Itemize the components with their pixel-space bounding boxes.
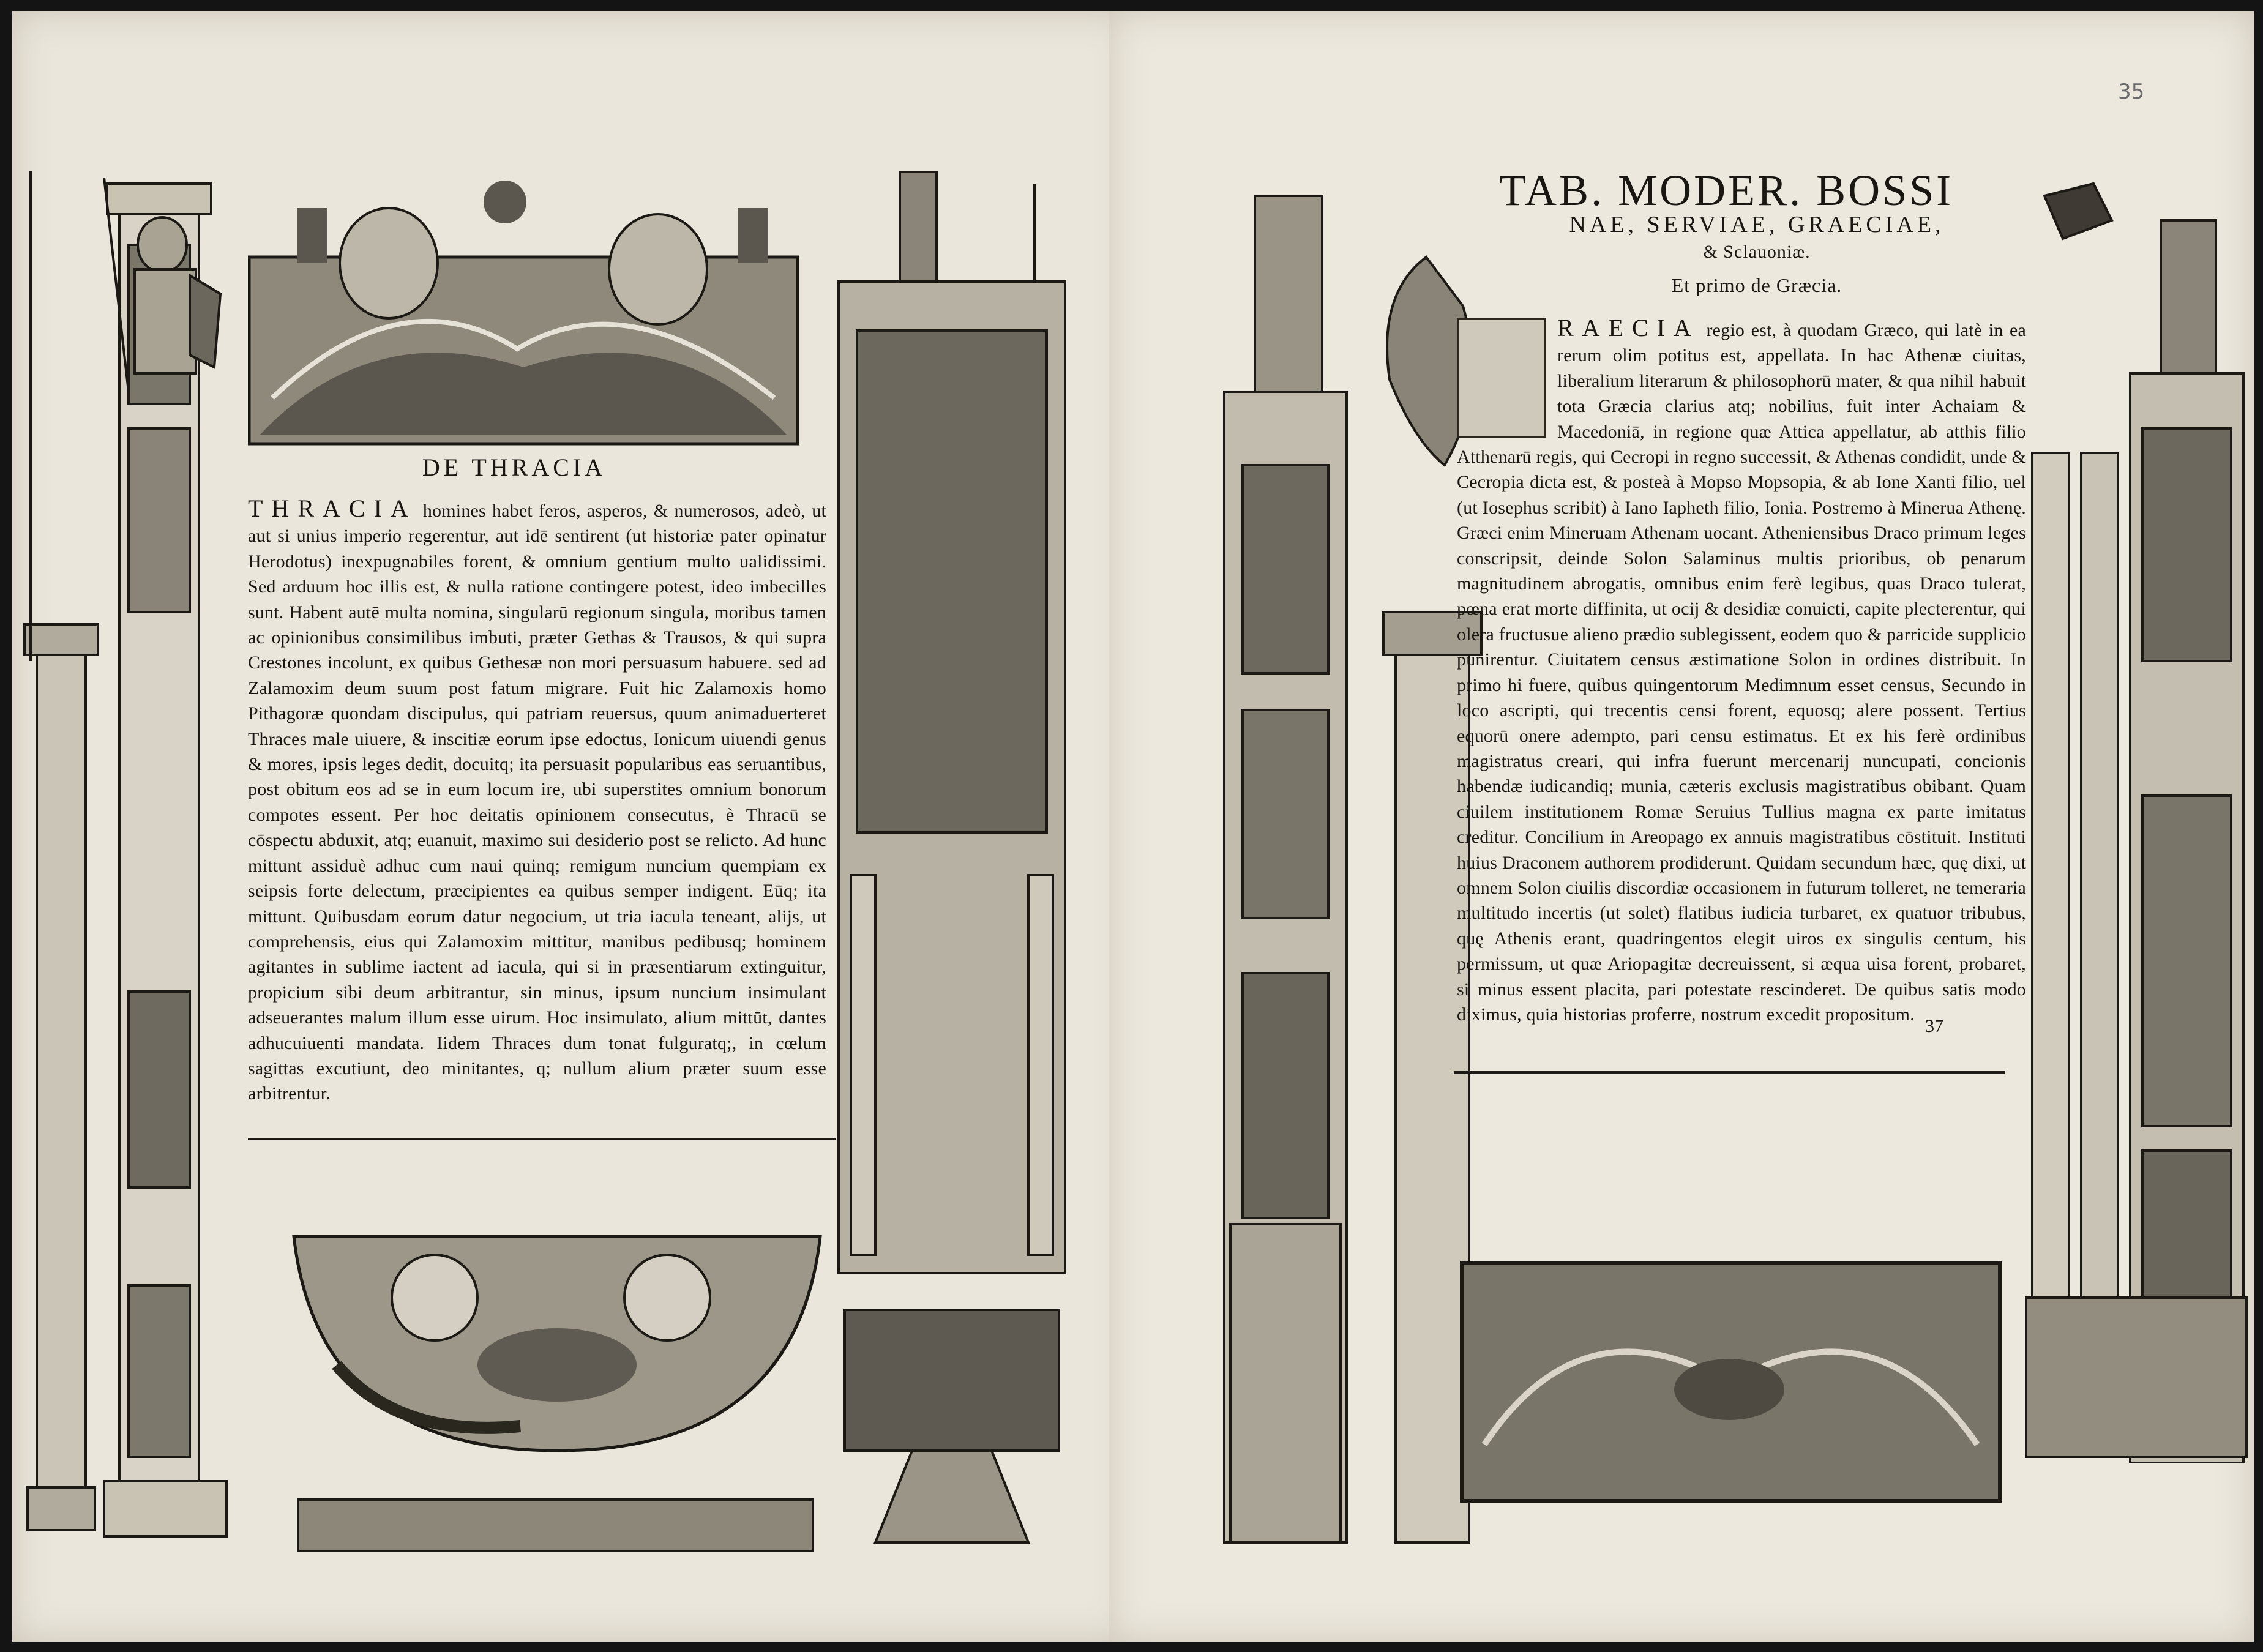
grotesque-panel-woodcut — [1460, 1261, 2002, 1503]
right-page-first-word: RAECIA — [1557, 314, 1700, 342]
tower-woodcut — [832, 171, 1071, 1552]
map-subtitle: NAE, SERVIAE, GRAECIAE, — [1569, 212, 1945, 237]
map-title: TAB. MODER. BOSSI — [1498, 166, 1954, 215]
right-page-text: regio est, à quodam Græco, qui latè in ea rerum olim potitus est, appellata. In hac Athenæ ciuitas, liberalium literarum & philosophorū mater, & qua nihil habuit tota Græcia clarius atq; nobilius, fuit inter Achaiam & Macedoniā, in regione quæ Attica appellatur, ab atthis filio Atthenarū regis, qui Cecropi in regno successit, & Athenas condidit, unde & Cecropia dicta est, & posteà à Mopso Mopsopia, & ab Ione Xanti filio, uel (ut Iosephus scribit) à Iano Iapheth filio, Ionia. Postremo à Minerua Athenę. Græci enim Mineruam Athenam uocant. Atheniensibus Draco primum leges conscripsit, deinde Solon Salaminus multis prioribus, ob penarum magnitudinem abrogatis, omnibus enim ferè legibus, quas Draco tulerat, pœna erat morte diffinita, ut ocij & desidiæ conuicti, capite plecterentur, qui olera fructusue alieno prædio sublegissent, eodem quo & parricide supplicio punirentur. Ciuitatem census æstimatione Solon in ordines distribuit. In primo hi fuere, quibus quingentorum Medimnum esset census, Secundo in loco ascripti, qui trecentis censi forent, equosq; alere possent. Tertius equorū onere adempto, pari censu estimatus. Et ex his ferè ordinibus magistratus creari, qui infra fuerunt mercenarij nuncupati, concionis habendæ iudicandiq; munia, cæteris exclusis magistratibus obibant. Quam ciuilem institutionem Romæ Seruius Tullius magna ex parte imitatus creditur. Concilium in Areopago ex annuis magistratibus cōstituit. Instituti huius Draconem authorem prodiderunt. Quidam secundum hæc, quę dixi, ut omnem Solon ciuilis discordiæ occasionem in futurum tolleret, ne temeraria multitudo incertis (ut solet) flatibus iudicia turbaret, ex quatuor tribubus, quę Athenis erant, quadringentos elegit uiros ex singulis centum, his permissum, ut quæ Ariopagitæ decreuissent, si æqua uisa forent, probaret, si minus essent placita, pari potestate rescinderet. De quibus satis modo diximus, quia historias proferre, nostrum excedit propositum. — [1457, 320, 2026, 1025]
page-number: 37 — [1925, 1016, 1943, 1036]
right-sheet-right-columns — [2020, 171, 2250, 1463]
left-page-first-word: THRACIA — [248, 495, 417, 522]
top-ornament-woodcut — [248, 165, 799, 447]
right-subheading: Et primo de Græcia. — [1671, 274, 1842, 296]
pencil-folio-note: 35 — [2118, 80, 2145, 104]
right-page-body — [1457, 315, 2026, 1041]
cherub-bowl-woodcut — [288, 1230, 826, 1457]
decorated-initial-g — [1457, 318, 1546, 438]
map-subtitle-2: & Sclauoniæ. — [1703, 242, 1811, 262]
left-page-text: homines habet feros, asperos, & numerosos, adeò, ut aut si unius imperio regerentur, aut idē sentirent (ut historiæ pater opinatur Herodotus) inexpugnabiles forent, & omnium gentium multo ualidissimi. Sed arduum hoc illis est, & nulla ratione contingere potest, ideo imbecilles sunt. Habent autē multa nomina, singularū regionum singula, moribus tamen ac opinionibus consimilibus imbuti, præter Gethas & Trausos, & qui supra Crestones incolunt, ex quibus Gethesæ non mori persuasum habuere. sed ad Zalamoxim deum suum post fatum migrare. Fuit hic Zalamoxis homo Pithagoræ quondam discipulus, qui patriam reuersus, quum animaduerteret Thraces male uiuere, & inscitiæ eorum ipse edoctus, Ionicum uiuendi genus & mores, ipsis leges dedit, docuitq; ita persuasit popularibus eas seruantibus, post obitum eos ad se in eum locum ire, ubi superstites omnium bonorum compotes essent. Per hoc deitatis opinionem consecutus, è Thracū se cōspectu abduxit, atq; euanuit, maximo sui desiderio post se relicto. Ad hunc mittunt assiduè adhuc cum naui quinq; remigum nuncium quempiam ex seipsis forte delectum, præcipientes ea quibus semper indigent. Eūq; ita mittunt. Quibusdam eorum datur negocium, ut tria iacula teneant, alijs, ut comprehensis, eius qui Zalamoxim mittitur, manibus pedibusq; hominem agitantes in sublime iactent ad iacula, qui si in præsentiarum extinguitur, propicium sibi deum arbitrantur, sin minus, ipsum nuncium insimulant adseuerantes malum illum esse uirum. Hoc insimulato, alium mittūt, dantes adhucuiuenti mandata. Iidem Thraces dum tonat fulguratq;, in cœlum sagittas excutiunt, deo minitantes, q; nullum alium præter suum esse arbitrentur. — [248, 501, 826, 1104]
left-page-heading: DE THRACIA — [422, 454, 607, 481]
left-bottom-frieze — [297, 1498, 814, 1552]
right-page-divider — [1454, 1071, 2005, 1074]
left-page-divider — [248, 1138, 836, 1140]
left-page-body — [248, 496, 826, 1108]
soldier-figure-woodcut — [92, 171, 233, 404]
